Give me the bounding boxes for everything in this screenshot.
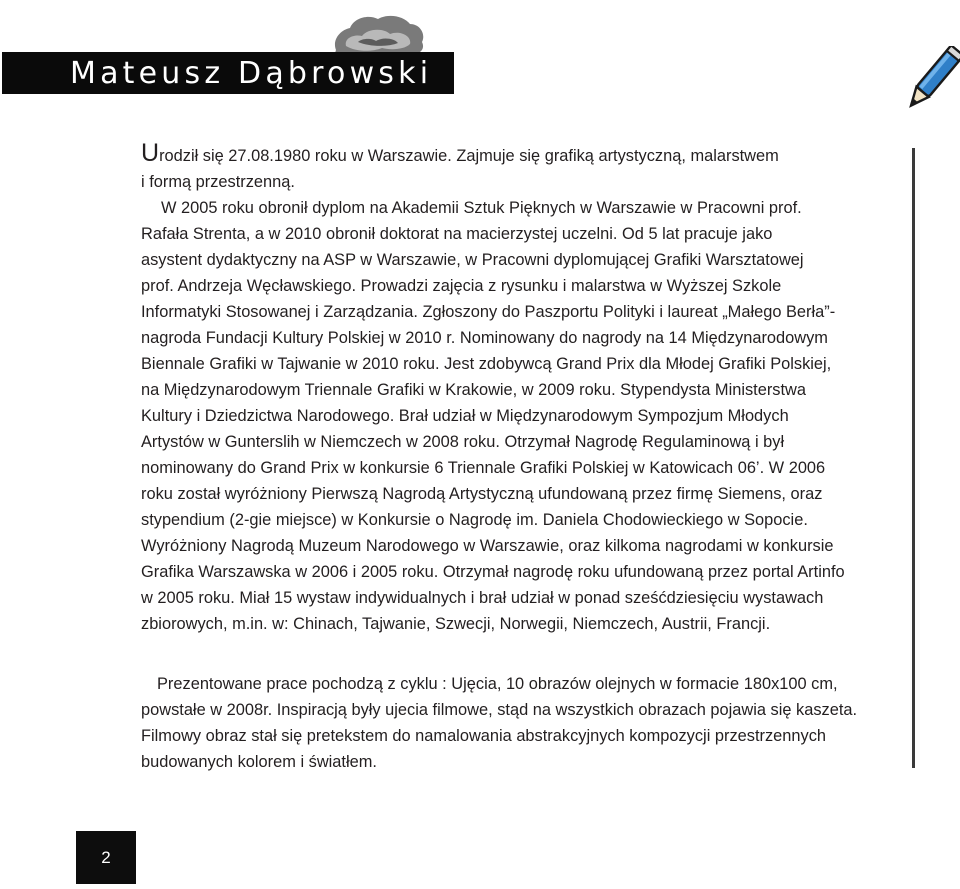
bio-line: Wyróżniony Nagrodą Muzeum Narodowego w Warszawie, oraz kilkoma nagrodami w konkursie xyxy=(141,537,834,555)
author-name: Mateusz Dąbrowski xyxy=(70,56,433,91)
bio-line: Grafika Warszawska w 2006 i 2005 roku. Otrzymał nagrodę roku ufundowaną przez portal Artinfo xyxy=(141,563,845,581)
bio-line: Urodził się 27.08.1980 roku w Warszawie. Zajmuje się grafiką artystyczną, malarstwem xyxy=(141,139,779,167)
ink-splash-icon xyxy=(328,10,428,58)
bio-line: prof. Andrzeja Węcławskiego. Prowadzi zajęcia z rysunku i malarstwa w Wyższej Szkole xyxy=(141,277,782,295)
bio-line: Biennale Grafiki w Tajwanie w 2010 roku. Jest zdobywcą Grand Prix dla Młodej Grafiki Polskiej, xyxy=(141,355,832,373)
bio-line: W 2005 roku obronił dyplom na Akademii Sztuk Pięknych w Warszawie w Pracowni prof. xyxy=(161,199,802,217)
presentation-paragraph xyxy=(141,671,879,775)
bio-line: nagroda Fundacji Kultury Polskiej w 2010 r. Nominowany do nagrody na 14 Międzynarodowym xyxy=(141,329,828,347)
bio-line: na Międzynarodowym Triennale Grafiki w Krakowie, w 2009 roku. Stypendysta Ministerstwa xyxy=(141,381,807,399)
bio-line: i formą przestrzenną. xyxy=(141,173,295,191)
biography-paragraph xyxy=(141,139,879,637)
pencil-icon xyxy=(904,46,960,116)
bio-line: roku został wyróżniony Pierwszą Nagrodą Artystyczną ufundowaną przez firmę Siemens, oraz xyxy=(141,485,823,503)
presentation-line: Filmowy obraz stał się pretekstem do namalowania abstrakcyjnych kompozycji przestrzennych xyxy=(141,727,827,745)
bio-line: stypendium (2-gie miejsce) w Konkursie o Nagrodę im. Daniela Chodowieckiego w Sopocie. xyxy=(141,511,808,529)
bio-line: Artystów w Gunterslih w Niemczech w 2008 roku. Otrzymał Nagrodę Regulaminową i był xyxy=(141,433,785,451)
bio-initial: U xyxy=(141,139,160,167)
bio-line: nominowany do Grand Prix w konkursie 6 Triennale Grafiki Polskiej w Katowicach 06’. W 2006 xyxy=(141,459,826,477)
right-margin-rule xyxy=(912,148,915,768)
presentation-line: powstałe w 2008r. Inspiracją były ujecia filmowe, stąd na wszystkich obrazach pojawia się kaszeta. xyxy=(141,701,858,719)
presentation-line: budowanych kolorem i światłem. xyxy=(141,753,377,771)
bio-line: w 2005 roku. Miał 15 wystaw indywidualnych i brał udział w ponad sześćdziesięciu wystawach xyxy=(141,589,824,607)
bio-line: asystent dydaktyczny na ASP w Warszawie, w Pracowni dyplomującej Grafiki Warsztatowej xyxy=(141,251,804,269)
title-bar xyxy=(2,52,454,94)
bio-line: Kultury i Dziedzictwa Narodowego. Brał udział w Międzynarodowym Sympozjum Młodych xyxy=(141,407,789,425)
bio-line: Rafała Strenta, a w 2010 obronił doktorat na macierzystej uczelni. Od 5 lat pracuje jako xyxy=(141,225,773,243)
page-number-box xyxy=(76,831,136,884)
presentation-line: Prezentowane prace pochodzą z cyklu : Ujęcia, 10 obrazów olejnych w formacie 180x100 cm, xyxy=(157,675,838,693)
bio-line: zbiorowych, m.in. w: Chinach, Tajwanie, Szwecji, Norwegii, Niemczech, Austrii, Francji. xyxy=(141,615,771,633)
bio-line: Informatyki Stosowanej i Zarządzania. Zgłoszony do Paszportu Polityki i laureat „Małego Berła”- xyxy=(141,303,836,321)
page-number: 2 xyxy=(101,847,111,867)
